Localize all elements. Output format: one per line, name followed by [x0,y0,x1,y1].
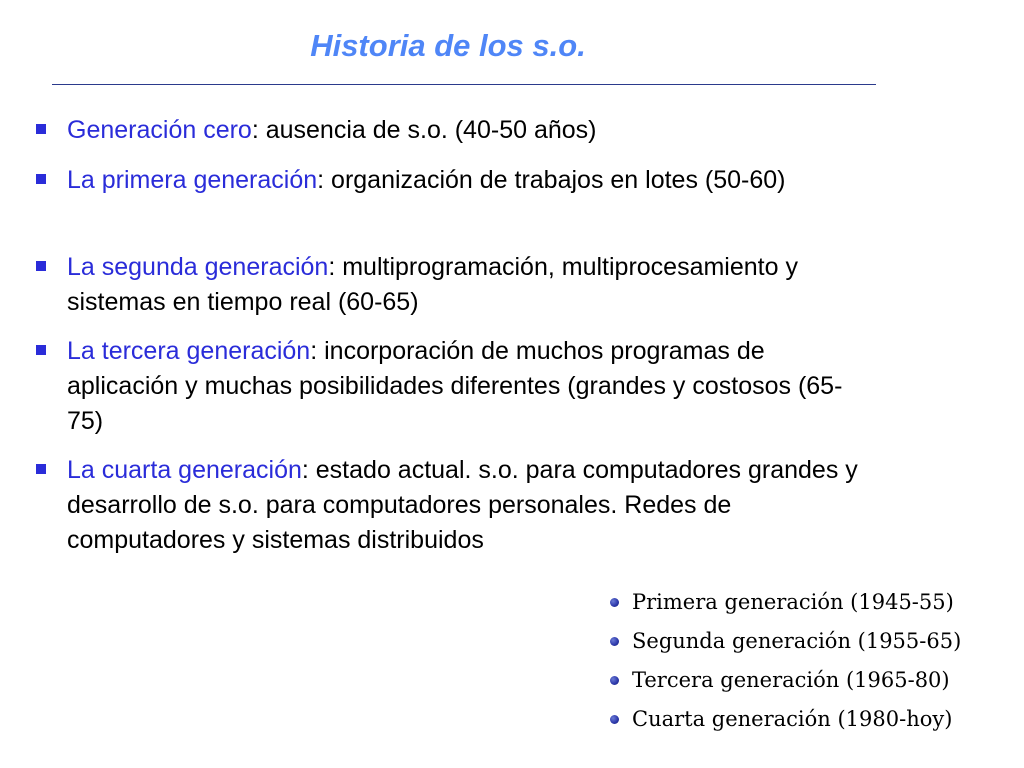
list-item-text [67,163,864,198]
generation-date-text: Segunda generación (1955-65) [632,629,962,653]
generation-description: : organización de trabajos en lotes (50-60) [317,166,786,194]
ball-bullet-icon [610,598,619,607]
generation-date-text: Primera generación (1945-55) [632,590,954,614]
list-item-text [67,250,864,320]
generation-term: La cuarta generación [67,456,302,484]
generation-term: La primera generación [67,166,318,194]
generation-term: La tercera generación [67,337,311,365]
square-bullet-icon [36,345,46,355]
square-bullet-icon [36,174,46,184]
list-item-text [67,453,864,558]
square-bullet-icon [36,464,46,474]
generation-description: : ausencia de s.o. (40-50 años) [251,116,597,144]
generation-description: : multiprogramación, multiprocesamiento y sistemas en tiempo real (60-65) [67,253,798,316]
list-item-text [67,113,864,148]
generation-term: La segunda generación [67,253,329,281]
ball-bullet-icon [610,676,619,685]
generation-term: Generación cero [67,116,252,144]
generation-description: : incorporación de muchos programas de aplicación y muchas posibilidades diferentes (grandes y costosos (65-75) [67,337,843,435]
list-item [610,662,1010,701]
generation-date-text: Tercera generación (1965-80) [632,668,950,692]
generation-dates-list [610,584,1010,740]
ball-bullet-icon [610,637,619,646]
square-bullet-icon [36,261,46,271]
ball-bullet-icon [610,715,619,724]
list-item-text [67,334,864,439]
list-item [610,701,1010,740]
list-item [610,584,1010,623]
generation-date-text: Cuarta generación (1980-hoy) [632,707,953,731]
square-bullet-icon [36,124,46,134]
generation-description: : estado actual. s.o. para computadores grandes y desarrollo de s.o. para computadores personales. Redes de computadores y sistemas distribuidos [67,456,858,554]
slide-title: Historia de los s.o. [310,28,586,63]
list-item [610,623,1010,662]
